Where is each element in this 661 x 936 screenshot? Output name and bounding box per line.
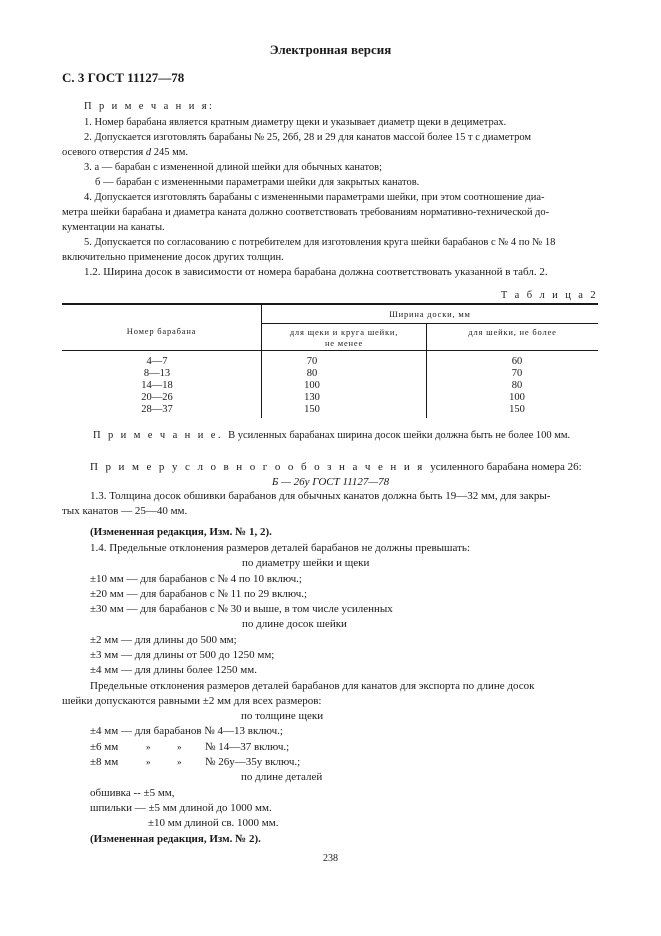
note-4-line-3: кументации на канаты.	[62, 222, 165, 233]
tolerance-parts-2: шпильки — ±5 мм длиной до 1000 мм.	[90, 802, 272, 814]
tolerance-length-2: ±3 мм — для длины от 500 до 1250 мм;	[90, 649, 275, 661]
table-row: 28—37	[141, 404, 173, 415]
tolerance-diameter-2: ±20 мм — для барабанов с № 11 по 29 включ.;	[90, 588, 308, 600]
tolerance-length-3: ±4 мм — для длины более 1250 мм.	[90, 664, 257, 676]
table-cell: 150	[509, 404, 525, 415]
note-2-line-2: осевого отверстия d 245 мм.	[62, 147, 189, 158]
page-reference: С. 3 ГОСТ 11127—78	[62, 70, 185, 85]
tolerance-length-1: ±2 мм — для длины до 500 мм;	[90, 634, 237, 646]
table-cell: 80	[511, 380, 523, 391]
ditto-mark: »	[177, 742, 182, 752]
ditto-mark: »	[177, 757, 182, 767]
example-designation: Б — 26у ГОСТ 11127—78	[271, 476, 390, 488]
note-4-line-2: метра шейки барабана и диаметра каната должно соответствовать требованиям нормативно-технической до-	[62, 207, 550, 218]
note-5-line-1: 5. Допускается по согласованию с потребителем для изготовления круга шейки барабанов с № 4 по № 18	[84, 237, 556, 248]
section-1-3-line-2: тых канатов — 25—40 мм.	[62, 505, 188, 517]
example-line: П р и м е р у с л о в н о г о о б о з н а ч е н и я усиленного барабана номера 26:	[90, 461, 582, 473]
tolerance-diameter-3: ±30 мм — для барабанов с № 30 и выше, в том числе усиленных	[90, 603, 393, 615]
table-header-drum: Номер барабана	[126, 326, 197, 336]
table-cell: 80	[306, 368, 318, 379]
table-cell: 70	[306, 356, 318, 367]
notes-title: П р и м е ч а н и я:	[84, 101, 215, 112]
tolerance-thickness-1: ±4 мм — для барабанов № 4—13 включ.;	[90, 725, 283, 737]
electronic-version-header: Электронная версия	[269, 42, 392, 57]
table-note: П р и м е ч а н и е. В усиленных барабанах ширина досок шейки должна быть не более 100 мм.	[93, 430, 571, 441]
page-number: 238	[323, 853, 338, 864]
table-group-rule	[261, 323, 598, 324]
section-1-2: 1.2. Ширина досок в зависимости от номера барабана должна соответствовать указанной в табл. 2.	[84, 266, 548, 278]
table-cell: 70	[511, 368, 523, 379]
note-2-line-1: 2. Допускается изготовлять барабаны № 25, 26б, 28 и 29 для канатов массой более 15 т с диаметром	[84, 132, 532, 143]
table-cell: 130	[304, 392, 320, 403]
section-1-4-intro: 1.4. Предельные отклонения размеров деталей барабанов не должны превышать:	[90, 542, 470, 554]
amendment-note-1: (Измененная редакция, Изм. № 1, 2).	[90, 526, 272, 538]
table-cell: 100	[304, 380, 320, 391]
tolerance-parts-1: обшивка -- ±5 мм,	[90, 787, 175, 799]
table-row: 8—13	[143, 368, 171, 379]
subheading-diameter: по диаметру шейки и щеки	[242, 557, 370, 569]
table-header-neck: для шейки, не более	[468, 327, 557, 337]
ditto-mark: »	[146, 757, 151, 767]
table-cell: 100	[509, 392, 525, 403]
table-cell: 150	[304, 404, 320, 415]
subheading-parts-length: по длине деталей	[241, 771, 323, 783]
note-3b: б — барабан с измененными параметрами шейки для закрытых канатов.	[95, 177, 420, 188]
subheading-cheek-thickness: по толщине щеки	[241, 710, 324, 722]
table-header-width-group: Ширина доски, мм	[389, 309, 471, 319]
table-caption: Т а б л и ц а 2	[500, 290, 598, 301]
note-4-line-1: 4. Допускается изготовлять барабаны с измененными параметрами шейки, при этом соотношение диа-	[84, 192, 545, 203]
table-row: 4—7	[146, 356, 168, 367]
table-header-cheek-1: для щеки и круга шейки,	[289, 327, 399, 337]
note-5-line-2: включительно применение досок других толщин.	[62, 252, 284, 263]
table-row: 20—26	[141, 392, 173, 403]
tolerance-parts-3: ±10 мм длиной св. 1000 мм.	[148, 817, 279, 829]
ditto-mark: »	[146, 742, 151, 752]
export-tolerance-line-2: шейки допускаются равными ±2 мм для всех размеров:	[62, 695, 322, 707]
tolerance-thickness-3: ±8 мм	[90, 756, 119, 768]
tolerance-thickness-3-range: № 26у—35у включ.;	[205, 756, 301, 768]
note-1: 1. Номер барабана является кратным диаметру щеки и указывает диаметр щеки в дециметрах.	[84, 117, 507, 128]
subheading-neck-length: по длине досок шейки	[242, 618, 347, 630]
note-3a: 3. а — барабан с измененной длиной шейки для обычных канатов;	[84, 162, 383, 173]
export-tolerance-line-1: Предельные отклонения размеров деталей барабанов для канатов для экспорта по длине досок	[90, 680, 535, 692]
tolerance-diameter-1: ±10 мм — для барабанов с № 4 по 10 включ.;	[90, 573, 302, 585]
table-cell: 60	[511, 356, 523, 367]
section-1-3-line-1: 1.3. Толщина досок обшивки барабанов для обычных канатов должна быть 19—32 мм, для закры-	[90, 490, 551, 502]
tolerance-thickness-2: ±6 мм	[90, 741, 119, 753]
table-top-rule	[62, 303, 598, 305]
table-header-rule	[62, 350, 598, 351]
table-row: 14—18	[141, 380, 173, 391]
tolerance-thickness-2-range: № 14—37 включ.;	[205, 741, 290, 753]
amendment-note-2: (Измененная редакция, Изм. № 2).	[90, 833, 261, 845]
table-header-cheek-2: не менее	[324, 338, 364, 348]
